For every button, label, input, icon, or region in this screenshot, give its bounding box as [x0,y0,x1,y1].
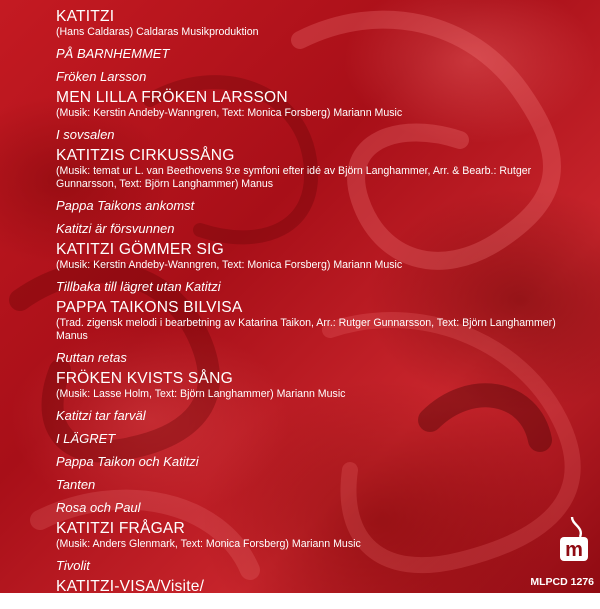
scene-heading: PÅ BARNHEMMET [56,46,170,61]
track-title: KATITZI [56,8,115,25]
track-title: KATITZI-VISA/Visite/ [56,578,205,595]
track-title: KATITZI GÖMMER SIG [56,241,224,258]
catalog-number: MLPCD 1276 [530,576,594,588]
track-credit: (Musik: Kerstin Andeby-Wanngren, Text: Monica Forsberg) Mariann Music [56,259,403,271]
scene-heading: Tanten [56,477,96,492]
scene-heading: Katitzi tar farväl [56,408,146,423]
track-credit: (Musik: Kerstin Andeby-Wanngren, Text: Monica Forsberg) Mariann Music [56,107,403,119]
track-title: MEN LILLA FRÖKEN LARSSON [56,89,288,106]
record-label-logo-icon [558,515,590,565]
logo-letter: m [565,539,583,561]
scene-heading: Ruttan retas [56,350,127,365]
scene-heading: Tillbaka till lägret utan Katitzi [56,279,221,294]
track-credit: (Musik: Lasse Holm, Text: Björn Langhammer) Mariann Music [56,388,346,400]
track-listing [56,0,566,609]
scene-heading: I LÄGRET [56,431,116,446]
scene-heading: I sovsalen [56,127,115,142]
track-credit: (Hans Caldaras) Caldaras Musikproduktion [56,26,259,38]
track-credit: (Musik: Anders Glenmark, Text: Monica Forsberg) Mariann Music [56,538,361,550]
scene-heading: Tivolit [56,558,90,573]
scene-heading: Rosa och Paul [56,500,141,515]
track-title: KATITZI FRÅGAR [56,520,185,537]
track-title: PAPPA TAIKONS BILVISA [56,299,243,316]
track-credit: (Trad. zigensk melodi i bearbetning av Katarina Taikon, Arr.: Rutger Gunnarsson, Text: Björn Langhammer) Manus [56,317,556,342]
track-credit: (Musik: temat ur L. van Beethovens 9:e symfoni efter idé av Björn Langhammer, Arr. & Bearb.: Rutger Gunnarsson, Text: Björn Langhammer) Manus [56,165,532,190]
scene-heading: Pappa Taikon och Katitzi [56,454,199,469]
track-title: KATITZIS CIRKUSSÅNG [56,147,235,164]
track-credit: (Musik: L. Kuhr/H. P. de Boer, Text: Björn Langhammer) Mariannn Music [56,596,395,608]
track-title: FRÖKEN KVISTS SÅNG [56,370,233,387]
scene-heading: Fröken Larsson [56,69,147,84]
scene-heading: Katitzi är försvunnen [56,221,175,236]
scene-heading: Pappa Taikons ankomst [56,198,195,213]
